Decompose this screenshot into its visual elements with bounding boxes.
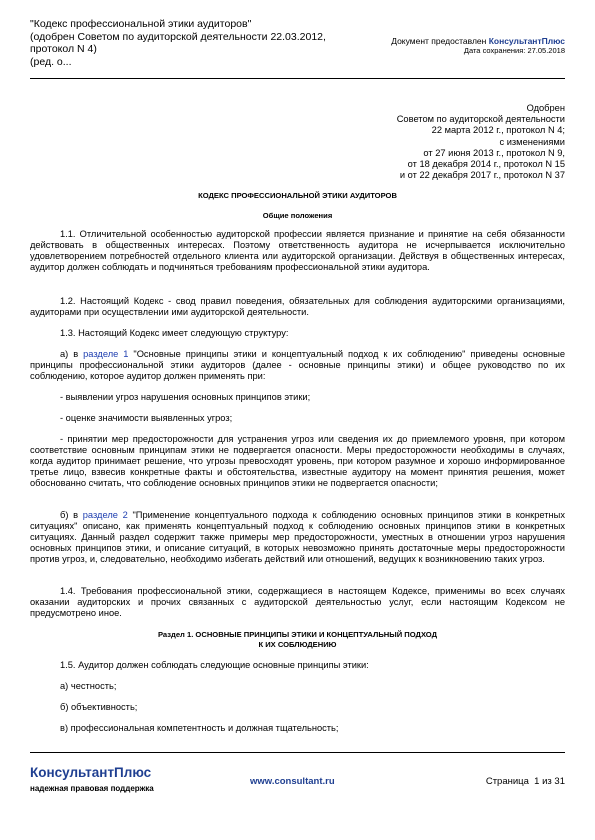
bullet-item: - оценке значимости выявленных угроз;: [60, 413, 233, 423]
page-separator: из: [542, 776, 552, 787]
approval-block: [397, 103, 565, 181]
footer-divider: [30, 752, 565, 753]
paragraph-b: [30, 510, 565, 565]
page-current: 1: [534, 776, 540, 787]
approval-line: с изменениями: [499, 136, 565, 147]
document-title-line: "Кодекс профессиональной этики аудиторов": [30, 18, 252, 30]
section-2-link[interactable]: разделе 2: [82, 510, 128, 520]
approval-line: Советом по аудиторской деятельности: [396, 114, 565, 125]
paragraph-a: [30, 349, 565, 382]
provided-by-label: Документ предоставлен: [391, 36, 489, 46]
section-1-title: [30, 630, 565, 649]
paragraph-1-3: 1.3. Настоящий Кодекс имеет следующую структуру:: [60, 328, 289, 338]
code-title: КОДЕКС ПРОФЕССИОНАЛЬНОЙ ЭТИКИ АУДИТОРОВ: [198, 191, 397, 200]
section-1-title-line: Раздел 1. ОСНОВНЫЕ ПРИНЦИПЫ ЭТИКИ И КОНЦЕПТУАЛЬНЫЙ ПОДХОД: [157, 630, 438, 639]
page-total: 31: [554, 776, 565, 787]
approval-line: и от 22 декабря 2017 г., протокол N 37: [399, 170, 565, 181]
footer-brand-logo: КонсультантПлюс: [30, 765, 152, 780]
principle-item: в) профессиональная компетентность и должная тщательность;: [60, 723, 339, 733]
document-title: [30, 18, 330, 68]
document-title-line: (одобрен Советом по аудиторской деятельности 22.03.2012,: [30, 30, 326, 43]
website-link[interactable]: www.consultant.ru: [250, 776, 335, 787]
approval-line: Одобрен: [526, 103, 565, 113]
paragraph-1-2: 1.2. Настоящий Кодекс - свод правил поведения, обязательных для соблюдения аудиторскими организациями, аудиторами при осуществлении ими аудиторской деятельности.: [30, 296, 565, 317]
approval-line: 22 марта 2012 г., протокол N 4;: [431, 125, 565, 136]
bullet-item: - выявлении угроз нарушения основных принципов этики;: [60, 392, 311, 402]
section-1-title-line: К ИХ СОБЛЮДЕНИЮ: [258, 639, 337, 649]
paragraph-1-4: 1.4. Требования профессиональной этики, содержащиеся в настоящем Кодексе, применимы во всех случаях оказании аудиторских и прочих связанных с аудиторской деятельностью услуг, если настоящим Кодексом не предусмотрено иное.: [30, 586, 565, 618]
page-counter: [486, 776, 565, 787]
header-divider: [30, 78, 565, 79]
bullet-item: - принятии мер предосторожности для устранения угроз или сведения их до приемлемого уровня, при котором соответствие основным принципам этики не подвергается опасности. Меры предосторожности необходимы в случаях, когда аудитор принимает решение, что угрозы превосходят уровень, при котором разумное и хорошо информированное третье лицо, взвесив конкретные факты и обстоятельства, известные аудитору на момент принятия решения, может обоснованно считать, что соблюдение основных принципов этики не подвергается опасности;: [30, 434, 565, 488]
paragraph-1-1: 1.1. Отличительной особенностью аудиторской профессии является признание и принятие на себя обязанности действовать в общественных интересах. Поэтому ответственность аудитора не исчерпывается исключительно удовлетворением потребностей отдельного клиента или аудиторской организации. Действуя в общественных интересах, аудитор должен соблюдать и подчиняться требованиям профессиональной этики аудитора.: [30, 229, 565, 272]
section-1-link[interactable]: разделе 1: [83, 349, 129, 359]
document-title-line: (ред. о...: [30, 55, 72, 68]
paragraph-b-prefix: б) в: [60, 510, 83, 520]
principle-item: б) объективность;: [60, 702, 138, 712]
approval-line: от 18 декабря 2014 г., протокол N 15: [407, 159, 565, 170]
approval-line: от 27 июня 2013 г., протокол N 9,: [423, 147, 565, 158]
paragraph-a-prefix: а) в: [60, 349, 84, 359]
provider-brand-link[interactable]: КонсультантПлюс: [488, 36, 565, 46]
footer-tagline: надежная правовая поддержка: [30, 784, 154, 793]
document-source: [391, 36, 565, 56]
save-date: Дата сохранения: 27.05.2018: [463, 46, 565, 55]
paragraph-1-5: 1.5. Аудитор должен соблюдать следующие основные принципы этики:: [60, 660, 369, 670]
page-label: Страница: [485, 776, 529, 787]
paragraph-a-text: "Основные принципы этики и концептуальный подход к их соблюдению" приведены основные принципы профессиональной этики аудиторов (далее - основные принципы этики) и общее руководство по их соблюдению, которое аудитор должен применять при:: [30, 349, 565, 381]
paragraph-b-text: "Применение концептуального подхода к соблюдению основных принципов этики в конкретных ситуациях" описано, как применять концептуальный подход к соблюдению основных принципов этики в конкретных ситуациях. Данный раздел содержит также примеры мер предосторожности, уместных в отношении угроз нарушения основных принципов этики, и описание ситуаций, в которых невозможно принять достаточные меры предосторожности против угроз, и, следовательно, необходимо избегать действий или отношений, ведущих к возникновению таких угроз.: [30, 510, 565, 564]
document-title-line: протокол N 4): [30, 43, 97, 55]
principle-item: а) честность;: [60, 681, 117, 691]
section-heading-general: Общие положения: [262, 211, 333, 220]
